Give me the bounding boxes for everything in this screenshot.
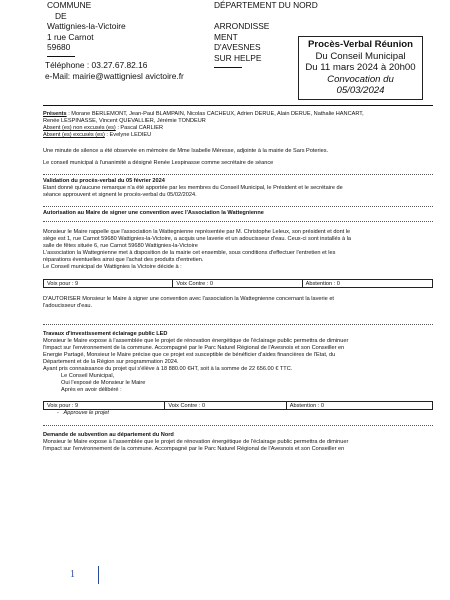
department-line: ARRONDISSE [214, 21, 270, 32]
commune-line: Wattignies-la-Victoire [47, 21, 126, 32]
commune-line: 59680 [47, 42, 71, 53]
vote-pour: Voix pour : 9 [44, 402, 165, 409]
commune-header [45, 0, 184, 81]
divider [43, 324, 433, 325]
divider [43, 206, 433, 207]
department-line: DÉPARTEMENT DU NORD [214, 0, 318, 10]
paragraph-line: l'impact sur l'environnement de la commune. Accompagné par le Parc Naturel Régional de l'Avesnois et son Conseiller en [43, 345, 345, 351]
sub-line: Le Conseil Municipal, [61, 373, 115, 379]
department-line: SUR HELPE [214, 52, 262, 63]
header-divider [214, 64, 242, 68]
secretary-statement: Le conseil municipal à l'unanimité a désigné Renée Lespinasse comme secrétaire de séance [43, 160, 274, 166]
paragraph-line: l'impact sur l'environnement de la commune. Accompagné par le Parc Naturel Régional de l'Avesnois et son Conseiller en [43, 446, 345, 452]
vote-table [43, 279, 433, 288]
absent-excused-row [43, 132, 433, 139]
paragraph-line: Le Conseil municipal de Wattignies la Victoire décide à : [43, 264, 182, 270]
absent-excused-label: Absent (es) excusés (es) [43, 132, 105, 138]
page-number: 1 [70, 569, 75, 580]
commune-line: DE [55, 10, 67, 21]
paragraph-line: Etant donné qu'aucune remarque n'a été apportée par les membres du Conseil Municipal, le Président et le secrétaire de [43, 185, 343, 191]
commune-line: 1 rue Carnot [47, 31, 94, 42]
vote-contre: Voix Contre : 0 [173, 280, 302, 287]
vote-pour: Voix pour : 9 [44, 280, 173, 287]
divider [43, 425, 433, 426]
section-heading-convention: Autorisation au Maire de signer une convention avec l'Association la Wattegnienne [43, 210, 264, 216]
meeting-date: Du 11 mars 2024 à 20h00 [305, 62, 416, 74]
divider [43, 105, 433, 106]
minute-silence: Une minute de silence a été observée en mémoire de Mme Isabelle Méresse, adjointe à la mairie de Sars Poteries. [43, 148, 329, 154]
department-line [214, 11, 294, 22]
present-names: : Morane BERLEMONT, Jean-Paul BLAMPAIN, Nicolas CACHEUX, Adrien DERUE, Alain DERUE, Nathalie HANCART, [66, 111, 364, 117]
present-names-cont: Renée LESPINASSE, Vincent QUEVALLIER, Jérémie TONDEUR [43, 118, 206, 124]
document-title: Procès-Verbal Réunion [307, 39, 414, 50]
sub-line: Après en avoir délibéré : [61, 387, 122, 393]
absent-nonexcused-row [43, 125, 433, 132]
absent-nonexcused-value: : Pascal CARLIER [115, 125, 164, 131]
convocation-date: Convocation du 05/03/2024 [327, 73, 394, 97]
department-header [214, 0, 318, 71]
section-heading-eclairage: Travaux d'investissement éclairage public LED [43, 331, 168, 337]
department-line: D'AVESNES [214, 42, 261, 53]
paragraph-line: Monsieur le Maire rappelle que l'association la Wattegnienne représentée par M. Christophe Leleux, son président et dont le [43, 229, 351, 235]
vote-table [43, 401, 433, 410]
title-box [298, 36, 423, 100]
paragraph-line: Ayant pris connaissance du projet qui s'élève à 18 880.00 €HT, soit à la somme de 22 656.00 € TTC. [43, 366, 293, 372]
header-divider [47, 53, 75, 57]
commune-line: COMMUNE [47, 0, 92, 10]
section-heading-validation: Validation du procès-verbal du 05 février 2024 [43, 178, 165, 184]
paragraph-line: L'association la Wattegnienne met à disposition de la mairie cet ensemble, sous conditions d'effectuer l'entretien et les [43, 250, 336, 256]
email-address: e-Mail: mairie@wattigniesl avictoire.fr [45, 70, 184, 81]
absent-nonexcused-label: Absent (es) non excusés (es) [43, 125, 116, 131]
page-number-bar [98, 566, 99, 584]
paragraph-line: Energie Partagé, Monsieur le Maire précise que ce projet est susceptible de bénéficier d'aides financières de l'Etat, du [43, 352, 336, 358]
divider [43, 221, 433, 222]
present-label: Présents [43, 111, 67, 117]
divider [43, 174, 433, 175]
paragraph-line: salle de fêtes située 6, rue Carnot 59680 Wattignies-la-Victoire [43, 243, 198, 249]
vote-abstention: Abstention : 0 [305, 281, 340, 287]
vote-contre: Voix Contre : 0 [165, 402, 286, 409]
paragraph-line: réparations éventuelles ainsi que l'achat des produits d'entretien. [43, 257, 204, 263]
paragraph-line: Monsieur le Maire expose à l'assemblée que le projet de rénovation énergétique de l'éclairage public permettra de diminuer [43, 338, 349, 344]
department-line: MENT [214, 31, 238, 42]
present-row [43, 111, 433, 118]
document-body [43, 105, 433, 453]
title-line: Du Conseil Municipal [315, 50, 406, 62]
bullet-icon: - [57, 410, 64, 416]
bullet-text: Approuve le projet [63, 410, 109, 416]
phone-number: Téléphone : 03.27.67.82.16 [45, 59, 148, 70]
decision-line: D'AUTORISER Monsieur le Maire à signer une convention avec l'association la Wattegnienne concernant la laverie et [43, 296, 334, 302]
decision-line: l'adoucisseur d'eau. [43, 303, 93, 309]
paragraph-line: séance approuvent et signent le procès-verbal du 05/02/2024. [43, 192, 197, 198]
section-heading-subvention: Demande de subvention au département du Nord [43, 432, 174, 438]
paragraph-line: Département et de la Région sur programmation 2024. [43, 359, 179, 365]
bullet-item [43, 410, 433, 417]
vote-abstention: Abstention : 0 [289, 403, 324, 409]
paragraph-line: Monsieur le Maire expose à l'assemblée que le projet de rénovation énergétique de l'éclairage public permettra de diminuer [43, 439, 349, 445]
absent-excused-value: : Evelyne LEDIEU [104, 132, 152, 138]
paragraph-line: siège est 1, rue Carnot 59680 Wattignies-la-Victoire, a acquis une laverie et un adoucisseur d'eau. Ceux-ci sont installés à la [43, 236, 351, 242]
sub-line: Oui l'exposé de Monsieur le Maire [61, 380, 146, 386]
